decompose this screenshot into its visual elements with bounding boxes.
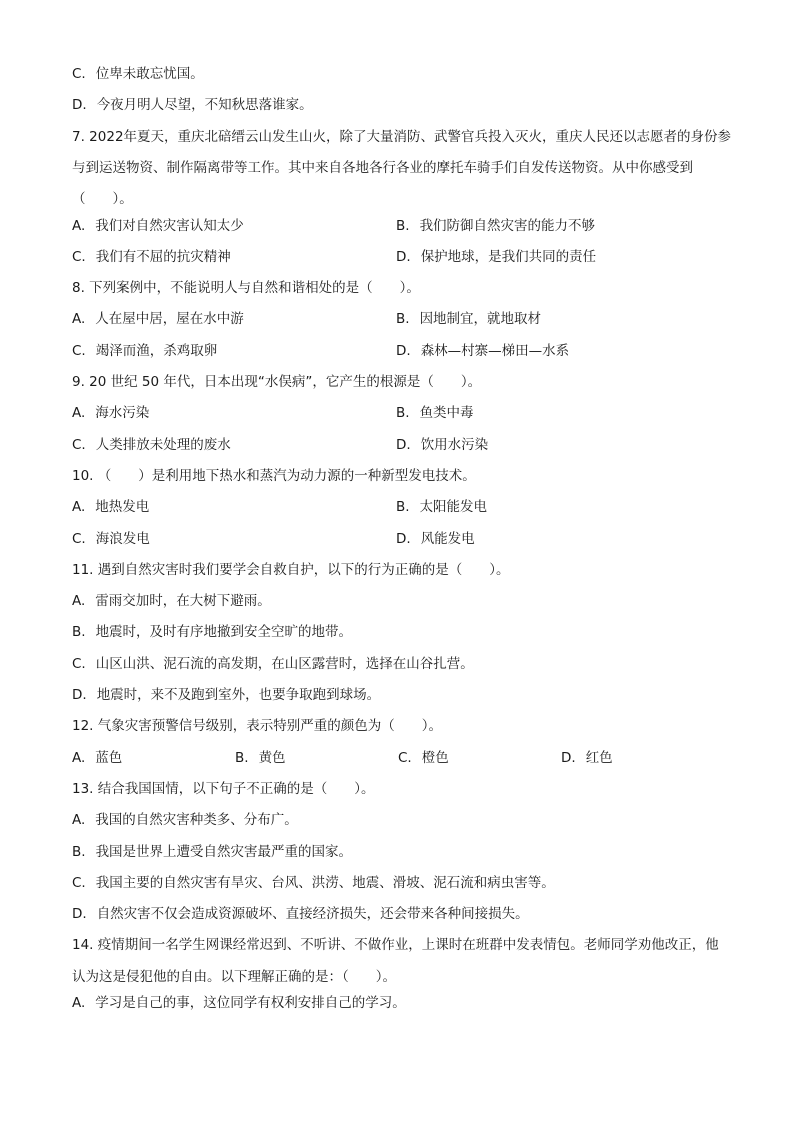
option-line [72,873,732,904]
option-text: 我们对自然灾害认知太少 [95,217,244,234]
option [72,309,396,340]
option-text: 饮用水污染 [420,436,489,453]
option-label: C. [72,655,86,672]
option-text: 位卑未敢忘忧国。 [95,66,204,82]
option-label: B. [235,749,249,766]
option-label: C. [72,874,86,891]
option-label: A. [72,311,86,328]
question-stem [72,278,732,309]
option [72,844,352,860]
option [72,995,406,1011]
option [396,247,720,278]
option-text: 黄色 [258,749,286,766]
option-text: 橙色 [421,749,449,766]
option-text: 地震时，及时有序地撤到安全空旷的地带。 [95,624,353,641]
option-label: C. [72,436,86,453]
option [396,403,720,434]
question-text: 7. 2022年夏天，重庆北碚缙云山发生山火，除了大量消防、武警官兵投入灭火，重庆人民还以志愿者的身份参与到运送物资、制作隔离带等工作。其中来自各地各行各业的摩托车骑手们自发传送物资。从中你感受到（ ）。 [72,128,732,208]
option-text: 森林—村寨—梯田—水系 [420,342,570,359]
option-label: B. [72,843,86,860]
option-label: D. [396,436,411,453]
option-label: A. [72,812,86,829]
option-text: 今夜月明人尽望，不知秋思落谁家。 [96,97,313,114]
option-label: A. [72,749,86,766]
question-stem [72,372,732,403]
option-row [72,216,732,247]
question-text: 12. 气象灾害预警信号级别，表示特别严重的颜色为（ ）。 [72,718,443,735]
option [72,624,352,640]
option [561,748,724,779]
option-line [72,591,732,622]
option-text: 竭泽而渔，杀鸡取卵 [95,342,218,359]
option [398,748,561,779]
option [72,593,271,609]
option-label: D. [561,749,576,766]
option-label: B. [396,405,410,422]
option-row [72,748,732,779]
option-text: 人类排放未处理的废水 [95,436,231,453]
option [72,748,235,779]
option [72,497,396,528]
question-text: 14. 疫情期间一名学生网课经常迟到、不听讲、不做作业，上课时在班群中发表情包。老师同学劝他改正，他认为这是侵犯他的自由。以下理解正确的是：（ ）。 [72,937,719,985]
option [72,687,380,703]
option-text: 蓝色 [95,749,123,766]
option-line [72,654,732,685]
option-label: A. [72,593,86,610]
option [396,341,720,372]
option [72,247,396,278]
option-text: 自然灾害不仅会造成资源破坏、直接经济损失，还会带来各种间接损失。 [96,906,529,923]
option-row [72,403,732,434]
option [72,875,555,891]
option-label: C. [72,530,86,547]
option-label: A. [72,405,86,422]
option-line [72,993,732,1024]
option-label: D. [396,530,411,547]
option-text: 山区山洪、泥石流的高发期，在山区露营时，选择在山谷扎营。 [95,655,474,672]
option [396,497,720,528]
option-label: D. [72,687,87,704]
option-label: B. [396,311,410,328]
question-text: 13. 结合我国国情，以下句子不正确的是（ ）。 [72,780,375,797]
option-line [72,685,732,716]
option [72,403,396,434]
option [72,435,396,466]
option [72,812,298,828]
option-text: 学习是自己的事，这位同学有权利安排自己的学习。 [95,995,406,1012]
option-label: D. [396,248,411,265]
question-text: 9. 20 世纪 50 年代，日本出现“水俣病”，它产生的根源是（ ）。 [72,374,482,391]
option [72,216,396,247]
option-text: 海水污染 [95,405,150,422]
option-text: 地热发电 [95,499,150,516]
option [72,906,529,922]
option-text: 我们防御自然灾害的能力不够 [419,217,596,234]
question-text: 10. （ ）是利用地下热水和蒸汽为动力源的一种新型发电技术。 [72,467,476,484]
option [72,97,313,113]
option [396,309,720,340]
option-label: B. [396,217,410,234]
option-label: D. [72,906,87,923]
option-label: C. [72,248,86,265]
question-stem [72,122,732,216]
option-line [72,810,732,841]
option-row [72,497,732,528]
option-text: 我国是世界上遭受自然灾害最严重的国家。 [95,843,353,860]
option-text: 保护地球，是我们共同的责任 [420,248,597,265]
option-text: 我国主要的自然灾害有旱灾、台风、洪涝、地震、滑坡、泥石流和病虫害等。 [95,874,555,891]
option-row [72,435,732,466]
option-line [72,622,732,653]
option-row [72,529,732,560]
option-text: 因地制宜，就地取材 [419,311,542,328]
option-text: 雷雨交加时，在大树下避雨。 [95,593,271,610]
option-text: 海浪发电 [95,530,150,547]
option [396,529,720,560]
option-label: C. [398,749,412,766]
option-label: D. [72,97,87,114]
option-line [72,64,732,95]
option [72,66,204,82]
option-label: A. [72,217,86,234]
option-label: C. [72,342,86,359]
option-text: 我们有不屈的抗灾精神 [95,248,231,265]
question-text: 8. 下列案例中，不能说明人与自然和谐相处的是（ ）。 [72,280,420,297]
option-label: C. [72,66,86,82]
option [396,435,720,466]
option-text: 太阳能发电 [419,499,488,516]
option [396,216,720,247]
exam-page [72,64,732,1024]
option-row [72,341,732,372]
option-text: 红色 [585,749,613,766]
option-row [72,247,732,278]
question-stem [72,779,732,810]
option-label: A. [72,499,86,516]
question-stem [72,466,732,497]
option-label: B. [396,499,410,516]
option-text: 风能发电 [420,530,475,547]
option-label: A. [72,995,86,1012]
question-stem [72,930,732,993]
option-row [72,309,732,340]
option-label: D. [396,342,411,359]
option [235,748,398,779]
option-text: 我国的自然灾害种类多、分布广。 [95,812,298,829]
option [72,656,474,672]
option-text: 人在屋中居，屋在水中游 [95,311,244,328]
option-text: 地震时，来不及跑到室外，也要争取跑到球场。 [96,687,381,704]
question-stem [72,560,732,591]
question-text: 11. 遇到自然灾害时我们要学会自救自护，以下的行为正确的是（ ）。 [72,561,510,578]
option [72,529,396,560]
option [72,341,396,372]
question-stem [72,716,732,747]
option-line [72,842,732,873]
option-label: B. [72,624,86,641]
option-text: 鱼类中毒 [419,405,474,422]
